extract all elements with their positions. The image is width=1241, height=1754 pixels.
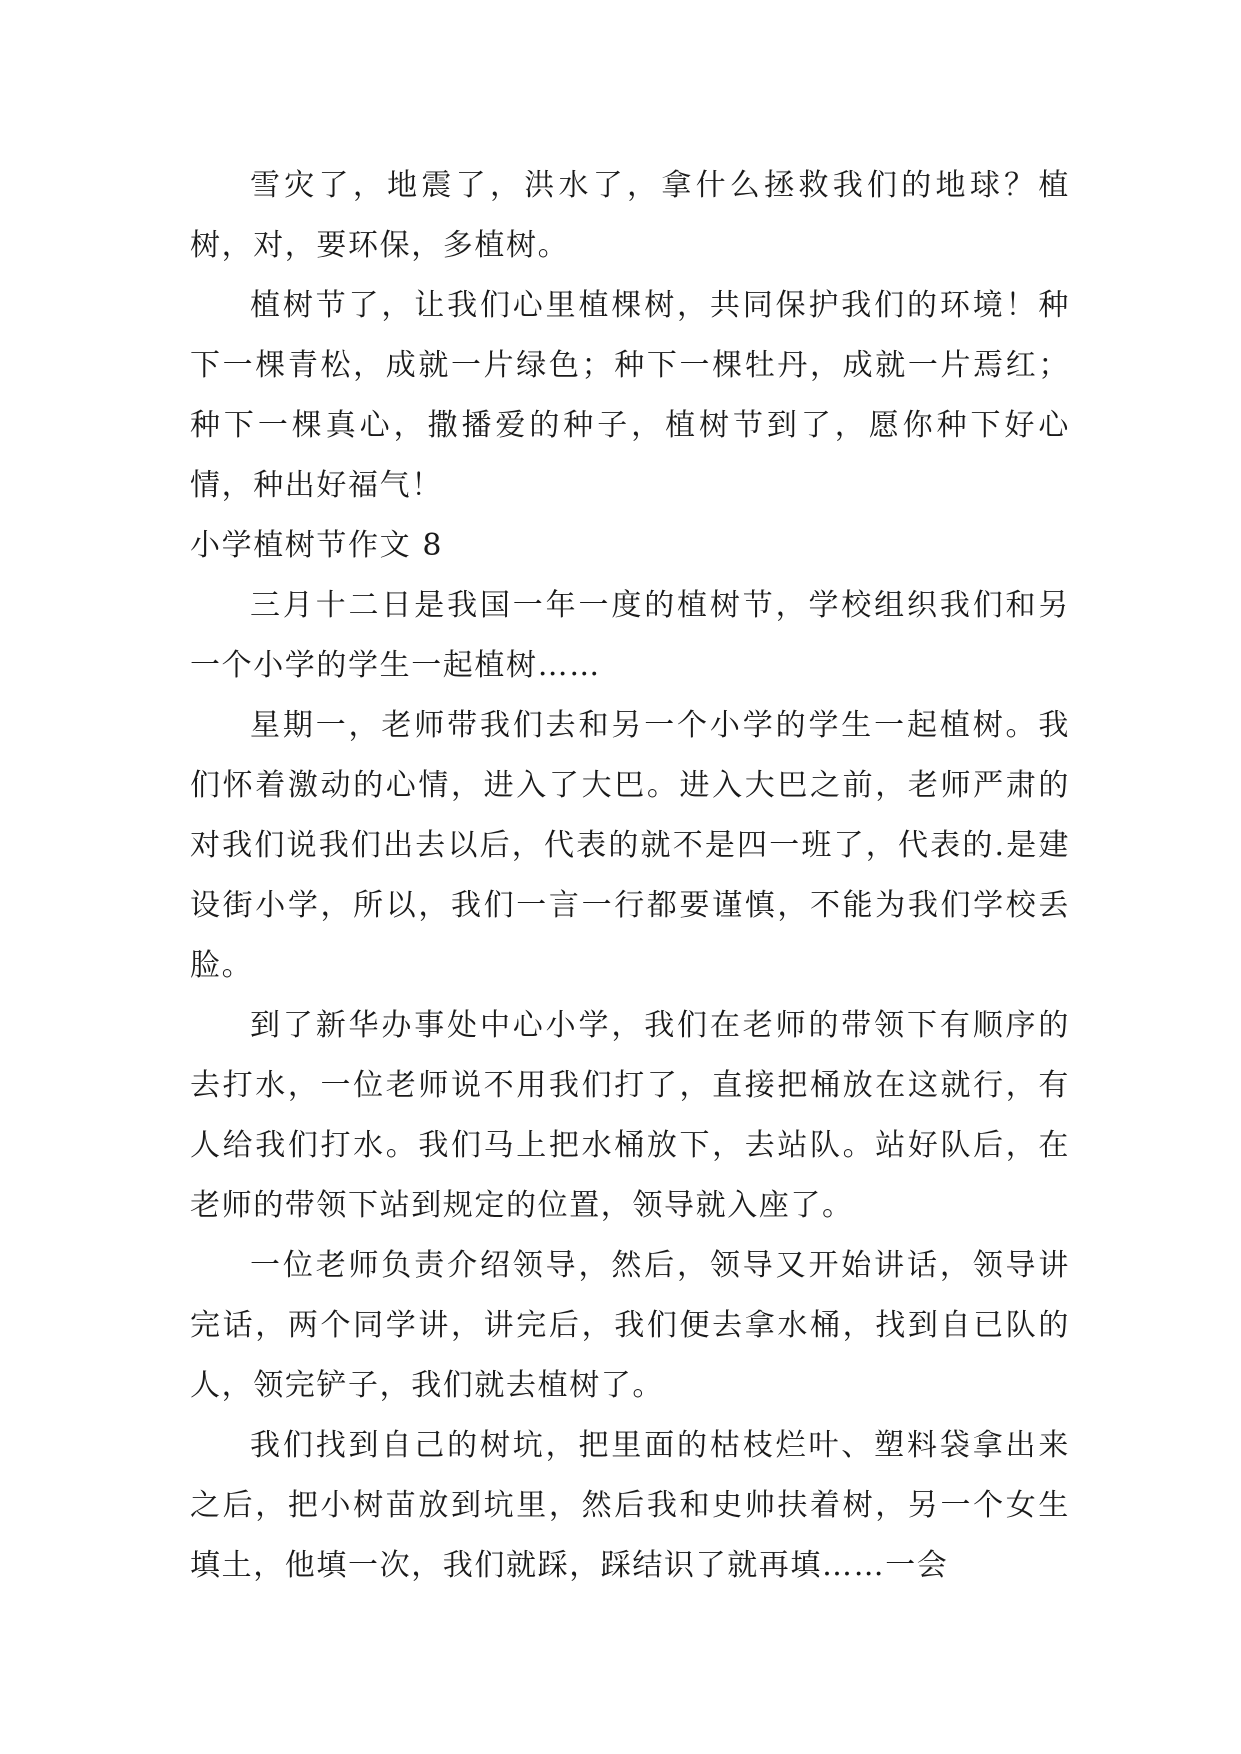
section-heading: 小学植树节作文 8 (190, 528, 444, 563)
paragraph-4: 星期一，老师带我们去和另一个小学的学生一起植树。我们怀着激动的心情，进入了大巴。进入大巴之前，老师严肃的对我们说我们出去以后，代表的就不是四一班了，代表的.是建设街小学，所以，我们一言一行都要谨慎，不能为我们学校丢脸。 (190, 708, 1070, 983)
paragraph-3: 三月十二日是我国一年一度的植树节，学校组织我们和另一个小学的学生一起植树…… (190, 588, 1070, 683)
paragraph-1: 雪灾了，地震了，洪水了，拿什么拯救我们的地球？植树，对，要环保，多植树。 (190, 168, 1070, 263)
paragraph-2: 植树节了，让我们心里植棵树，共同保护我们的环境！种下一棵青松，成就一片绿色；种下一棵牡丹，成就一片焉红；种下一棵真心，撒播爱的种子，植树节到了，愿你种下好心情，种出好福气！ (190, 288, 1070, 503)
paragraph-6: 一位老师负责介绍领导，然后，领导又开始讲话，领导讲完话，两个同学讲，讲完后，我们便去拿水桶，找到自已队的人，领完铲子，我们就去植树了。 (190, 1248, 1070, 1403)
document-body (190, 156, 1070, 1596)
paragraph-7: 我们找到自己的树坑，把里面的枯枝烂叶、塑料袋拿出来之后，把小树苗放到坑里，然后我和史帅扶着树，另一个女生填土，他填一次，我们就踩，踩结识了就再填……一会 (190, 1428, 1070, 1583)
paragraph-5: 到了新华办事处中心小学，我们在老师的带领下有顺序的去打水，一位老师说不用我们打了，直接把桶放在这就行，有人给我们打水。我们马上把水桶放下，去站队。站好队后，在老师的带领下站到规定的位置，领导就入座了。 (190, 1008, 1070, 1223)
